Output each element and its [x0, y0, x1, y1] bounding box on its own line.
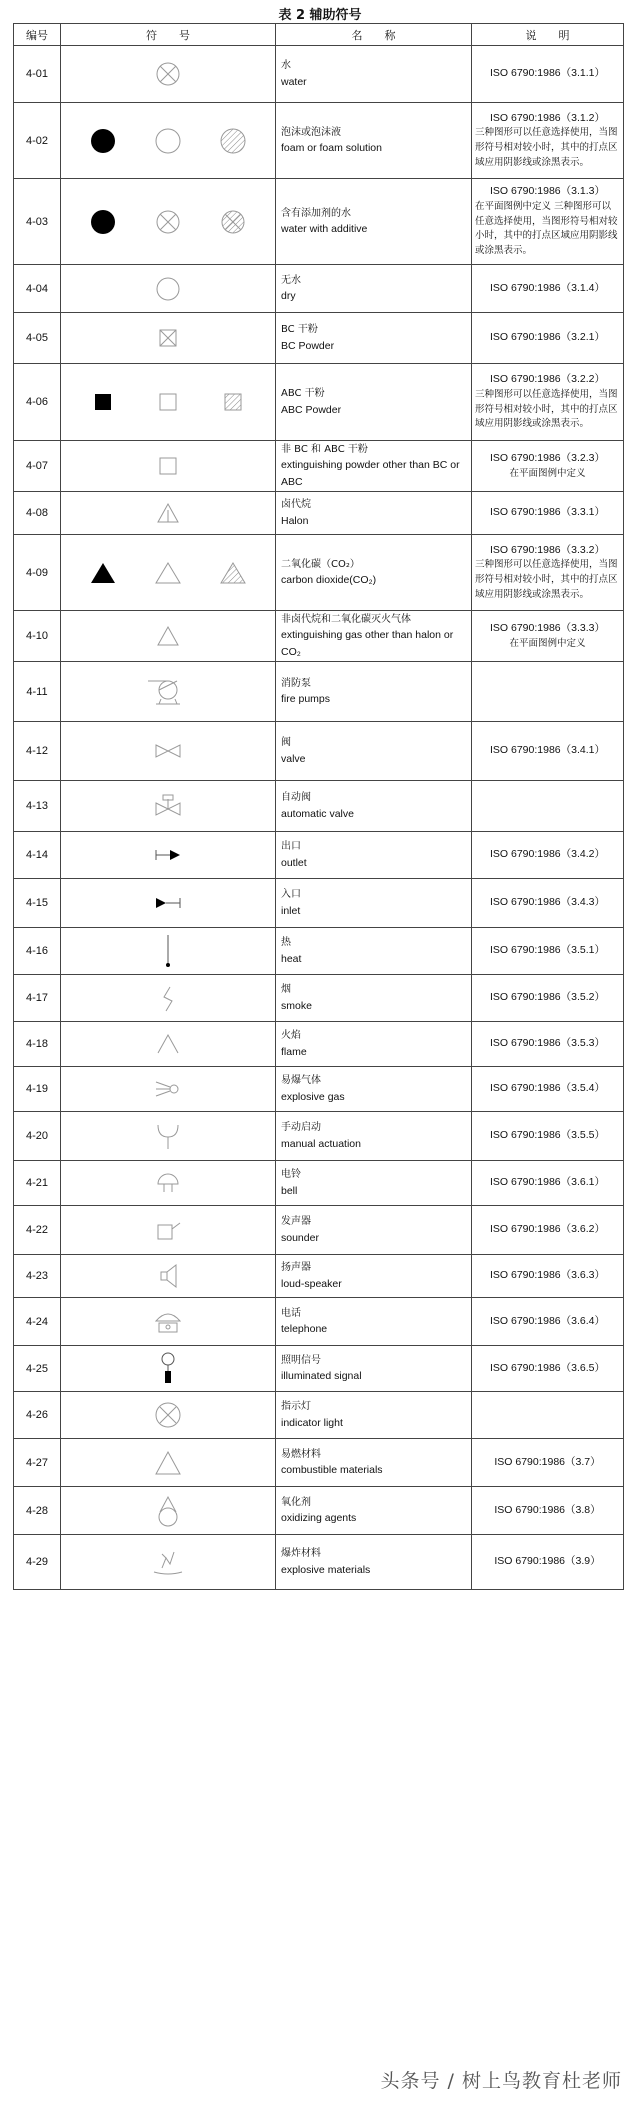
- name-english: inlet: [281, 904, 301, 917]
- iso-reference: ISO 6790:1986（3.6.2）: [490, 1223, 605, 1236]
- table-row: [14, 1161, 624, 1206]
- name-english: dry: [281, 290, 296, 303]
- name-chinese: 易燃材料: [281, 1448, 321, 1460]
- name-chinese: 卤代烷: [281, 499, 311, 511]
- name-chinese: 阀: [281, 737, 291, 749]
- iso-reference: ISO 6790:1986（3.6.4）: [490, 1314, 605, 1327]
- name-english: smoke: [281, 999, 312, 1012]
- symbol-code: 4-05: [14, 313, 61, 364]
- name-english: heat: [281, 952, 302, 965]
- indicator-light-symbol-icon: [148, 1399, 188, 1431]
- symbol-code: 4-21: [14, 1161, 61, 1206]
- name-english: automatic valve: [281, 807, 354, 820]
- symbol-code: 4-11: [14, 662, 61, 722]
- table-row: [14, 1392, 624, 1439]
- name-cell: [276, 46, 472, 103]
- iso-reference: ISO 6790:1986（3.8）: [494, 1503, 601, 1516]
- table-row: [14, 179, 624, 265]
- name-english: extinguishing gas other than halon or CO₂: [281, 629, 454, 658]
- name-cell: [276, 492, 472, 535]
- symbol-cell: [61, 781, 276, 832]
- symbol-code: 4-08: [14, 492, 61, 535]
- description-cell: [472, 722, 624, 781]
- name-chinese: 扬声器: [281, 1262, 311, 1274]
- iso-reference: ISO 6790:1986（3.1.2）: [490, 111, 605, 124]
- description-cell: [472, 781, 624, 832]
- name-cell: [276, 1535, 472, 1590]
- description-cell: [472, 441, 624, 492]
- symbol-code: 4-14: [14, 832, 61, 879]
- name-cell: [276, 781, 472, 832]
- auxiliary-symbols-table: [13, 23, 624, 1590]
- co2-symbol-icon: [83, 558, 253, 588]
- symbol-code: 4-13: [14, 781, 61, 832]
- table-title: 表 2 辅助符号: [278, 8, 362, 23]
- description-cell: [472, 1022, 624, 1067]
- name-cell: [276, 535, 472, 611]
- automatic-valve-symbol-icon: [148, 791, 188, 821]
- description-cell: [472, 1346, 624, 1392]
- name-chinese: 泡沫或泡沫液: [281, 126, 341, 138]
- loudspeaker-symbol-icon: [148, 1261, 188, 1291]
- iso-reference: ISO 6790:1986（3.1.4）: [490, 281, 605, 294]
- table-row: [14, 1112, 624, 1161]
- description-cell: [472, 1535, 624, 1590]
- description-cell: [472, 928, 624, 975]
- table-row: [14, 879, 624, 928]
- header-symbol: 符 号: [61, 24, 276, 46]
- symbol-cell: [61, 975, 276, 1022]
- name-english: indicator light: [281, 1416, 343, 1429]
- description-cell: [472, 1392, 624, 1439]
- name-chinese: 入口: [281, 889, 301, 901]
- name-cell: [276, 364, 472, 441]
- sounder-symbol-icon: [148, 1215, 188, 1245]
- symbol-code: 4-19: [14, 1067, 61, 1112]
- description-cell: [472, 313, 624, 364]
- table-row: [14, 1022, 624, 1067]
- name-english: water: [281, 75, 307, 88]
- description-cell: [472, 46, 624, 103]
- description-cell: [472, 1255, 624, 1298]
- symbol-code: 4-09: [14, 535, 61, 611]
- name-chinese: 发声器: [281, 1216, 311, 1228]
- symbol-code: 4-25: [14, 1346, 61, 1392]
- description-note: 在平面图例中定义: [509, 637, 586, 649]
- name-english: water with additive: [281, 223, 368, 236]
- name-chinese: 指示灯: [281, 1401, 311, 1413]
- iso-reference: ISO 6790:1986（3.3.1）: [490, 506, 605, 519]
- name-english: ABC Powder: [281, 403, 342, 416]
- iso-reference: ISO 6790:1986（3.5.5）: [490, 1129, 605, 1142]
- symbol-cell: [61, 832, 276, 879]
- valve-symbol-icon: [148, 736, 188, 766]
- iso-reference: ISO 6790:1986（3.4.1）: [490, 744, 605, 757]
- manual-actuation-symbol-icon: [148, 1121, 188, 1151]
- fire-pump-symbol-icon: [143, 675, 193, 709]
- symbol-cell: [61, 492, 276, 535]
- symbol-cell: [61, 1161, 276, 1206]
- symbol-code: 4-22: [14, 1206, 61, 1255]
- iso-reference: ISO 6790:1986（3.5.3）: [490, 1037, 605, 1050]
- name-cell: [276, 975, 472, 1022]
- table-row: [14, 492, 624, 535]
- name-english: telephone: [281, 1323, 328, 1336]
- symbol-code: 4-24: [14, 1298, 61, 1346]
- name-chinese: 电铃: [281, 1169, 301, 1181]
- symbol-cell: [61, 1022, 276, 1067]
- symbol-code: 4-23: [14, 1255, 61, 1298]
- description-cell: [472, 1298, 624, 1346]
- dry-symbol-icon: [148, 274, 188, 304]
- symbol-cell: [61, 46, 276, 103]
- symbol-cell: [61, 313, 276, 364]
- name-english: outlet: [281, 856, 307, 869]
- name-chinese: 易爆气体: [281, 1075, 321, 1087]
- name-chinese: 二氧化碳（CO₂）: [281, 558, 360, 570]
- name-english: bell: [281, 1184, 298, 1197]
- name-english: flame: [281, 1045, 307, 1058]
- name-english: manual actuation: [281, 1137, 361, 1150]
- name-cell: [276, 265, 472, 313]
- oxidizing-agents-symbol-icon: [148, 1494, 188, 1528]
- name-cell: [276, 1206, 472, 1255]
- description-cell: [472, 179, 624, 265]
- symbol-cell: [61, 535, 276, 611]
- symbol-cell: [61, 1535, 276, 1590]
- symbol-cell: [61, 265, 276, 313]
- symbol-cell: [61, 1439, 276, 1487]
- abc-powder-symbol-icon: [83, 387, 253, 417]
- description-note: 在平面图例中定义 三种图形可以任意选择使用，当图形符号相对较小时，其中的打点区域应用阴影线或涂黑表示。: [475, 200, 618, 257]
- name-english: sounder: [281, 1231, 319, 1244]
- symbol-code: 4-29: [14, 1535, 61, 1590]
- name-chinese: 火焰: [281, 1030, 301, 1042]
- iso-reference: ISO 6790:1986（3.4.3）: [490, 896, 605, 909]
- description-cell: [472, 1487, 624, 1535]
- header-name: 名 称: [276, 24, 472, 46]
- description-note: 三种图形可以任意选择使用，当图形符号相对较小时，其中的打点区域应用阴影线或涂黑表示。: [475, 127, 618, 168]
- outlet-symbol-icon: [148, 840, 188, 870]
- name-chinese: 水: [281, 60, 291, 72]
- symbol-code: 4-16: [14, 928, 61, 975]
- name-cell: [276, 1346, 472, 1392]
- name-english: extinguishing powder other than BC or ABC: [281, 459, 460, 488]
- name-cell: [276, 832, 472, 879]
- name-cell: [276, 1392, 472, 1439]
- name-chinese: BC 干粉: [281, 324, 318, 336]
- name-cell: [276, 928, 472, 975]
- symbol-cell: [61, 1487, 276, 1535]
- description-cell: [472, 879, 624, 928]
- smoke-symbol-icon: [148, 983, 188, 1013]
- name-english: fire pumps: [281, 693, 331, 706]
- name-chinese: 爆炸材料: [281, 1548, 321, 1560]
- table-row: [14, 611, 624, 662]
- combustible-materials-symbol-icon: [148, 1448, 188, 1478]
- name-chinese: 非 BC 和 ABC 干粉: [281, 443, 368, 455]
- description-cell: [472, 662, 624, 722]
- symbol-cell: [61, 611, 276, 662]
- symbol-code: 4-17: [14, 975, 61, 1022]
- iso-reference: ISO 6790:1986（3.6.1）: [490, 1176, 605, 1189]
- name-english: valve: [281, 752, 306, 765]
- name-chinese: 手动启动: [281, 1122, 321, 1134]
- description-note: 三种图形可以任意选择使用，当图形符号相对较小时，其中的打点区域应用阴影线或涂黑表示。: [475, 388, 618, 430]
- symbol-code: 4-06: [14, 364, 61, 441]
- water-symbol-icon: [148, 59, 188, 89]
- name-english: loud-speaker: [281, 1277, 342, 1290]
- iso-reference: ISO 6790:1986（3.5.2）: [490, 991, 605, 1004]
- name-cell: [276, 313, 472, 364]
- description-cell: [472, 1439, 624, 1487]
- description-cell: [472, 1067, 624, 1112]
- header-desc: 说 明: [472, 24, 624, 46]
- symbol-cell: [61, 1346, 276, 1392]
- table-row: [14, 535, 624, 611]
- name-english: foam or foam solution: [281, 142, 382, 155]
- name-cell: [276, 611, 472, 662]
- iso-reference: ISO 6790:1986（3.1.3）: [490, 185, 605, 198]
- symbol-cell: [61, 1112, 276, 1161]
- other-gas-symbol-icon: [148, 621, 188, 651]
- name-cell: [276, 879, 472, 928]
- description-cell: [472, 1206, 624, 1255]
- table-row: [14, 975, 624, 1022]
- name-chinese: 无水: [281, 274, 301, 286]
- table-row: [14, 1067, 624, 1112]
- iso-reference: ISO 6790:1986（3.5.4）: [490, 1082, 605, 1095]
- heat-symbol-icon: [148, 933, 188, 969]
- description-cell: [472, 975, 624, 1022]
- name-cell: [276, 1112, 472, 1161]
- symbol-cell: [61, 364, 276, 441]
- description-cell: [472, 611, 624, 662]
- symbol-cell: [61, 928, 276, 975]
- description-cell: [472, 535, 624, 611]
- symbol-code: 4-15: [14, 879, 61, 928]
- name-cell: [276, 1439, 472, 1487]
- name-chinese: 出口: [281, 841, 301, 853]
- table-row: [14, 441, 624, 492]
- table-row: [14, 1298, 624, 1346]
- table-row: [14, 265, 624, 313]
- table-row: [14, 722, 624, 781]
- symbol-cell: [61, 1392, 276, 1439]
- telephone-symbol-icon: [148, 1307, 188, 1337]
- name-chinese: 氧化剂: [281, 1496, 311, 1508]
- description-note: 三种图形可以任意选择使用，当图形符号相对较小时，其中的打点区域应用阴影线或涂黑表示。: [475, 559, 618, 600]
- name-chinese: 自动阀: [281, 792, 311, 804]
- name-cell: [276, 1022, 472, 1067]
- iso-reference: ISO 6790:1986（3.2.2）: [490, 373, 605, 386]
- iso-reference: ISO 6790:1986（3.5.1）: [490, 944, 605, 957]
- name-english: combustible materials: [281, 1464, 383, 1477]
- name-english: explosive materials: [281, 1563, 371, 1576]
- table-row: [14, 662, 624, 722]
- name-chinese: 烟: [281, 984, 291, 996]
- name-cell: [276, 103, 472, 179]
- name-chinese: 照明信号: [281, 1354, 321, 1366]
- description-note: 在平面图例中定义: [509, 467, 586, 479]
- symbol-code: 4-27: [14, 1439, 61, 1487]
- iso-reference: ISO 6790:1986（3.3.3）: [490, 621, 605, 634]
- explosive-gas-symbol-icon: [148, 1074, 188, 1104]
- description-cell: [472, 492, 624, 535]
- illuminated-signal-symbol-icon: [148, 1351, 188, 1387]
- name-chinese: 含有添加剂的水: [281, 207, 351, 219]
- symbol-code: 4-03: [14, 179, 61, 265]
- name-chinese: ABC 干粉: [281, 388, 325, 400]
- symbol-code: 4-26: [14, 1392, 61, 1439]
- water-additive-symbol-icon: [83, 207, 253, 237]
- flame-symbol-icon: [148, 1029, 188, 1059]
- table-row: [14, 928, 624, 975]
- table-row: [14, 1439, 624, 1487]
- inlet-symbol-icon: [148, 888, 188, 918]
- symbol-cell: [61, 1206, 276, 1255]
- table-row: [14, 313, 624, 364]
- name-cell: [276, 1255, 472, 1298]
- description-cell: [472, 1112, 624, 1161]
- table-row: [14, 103, 624, 179]
- name-cell: [276, 722, 472, 781]
- name-cell: [276, 441, 472, 492]
- name-chinese: 热: [281, 937, 291, 949]
- name-cell: [276, 179, 472, 265]
- explosive-materials-symbol-icon: [148, 1546, 188, 1578]
- name-cell: [276, 1161, 472, 1206]
- iso-reference: ISO 6790:1986（3.1.1）: [490, 67, 605, 80]
- symbol-code: 4-02: [14, 103, 61, 179]
- symbol-code: 4-07: [14, 441, 61, 492]
- table-header-row: [14, 24, 624, 46]
- iso-reference: ISO 6790:1986（3.2.1）: [490, 331, 605, 344]
- name-english: Halon: [281, 514, 309, 527]
- symbol-cell: [61, 879, 276, 928]
- table-row: [14, 1487, 624, 1535]
- table-row: [14, 46, 624, 103]
- symbol-cell: [61, 1067, 276, 1112]
- watermark: 头条号 / 树上鸟教育杜老师: [380, 2070, 622, 2092]
- table-row: [14, 781, 624, 832]
- symbol-cell: [61, 722, 276, 781]
- table-row: [14, 1535, 624, 1590]
- name-chinese: 电话: [281, 1307, 301, 1319]
- name-english: BC Powder: [281, 339, 335, 352]
- symbol-cell: [61, 1298, 276, 1346]
- description-cell: [472, 364, 624, 441]
- bc-powder-symbol-icon: [148, 323, 188, 353]
- table-row: [14, 1346, 624, 1392]
- iso-reference: ISO 6790:1986（3.7）: [494, 1455, 601, 1468]
- description-cell: [472, 832, 624, 879]
- iso-reference: ISO 6790:1986（3.4.2）: [490, 848, 605, 861]
- symbol-code: 4-12: [14, 722, 61, 781]
- name-cell: [276, 1487, 472, 1535]
- other-powder-symbol-icon: [148, 451, 188, 481]
- table-row: [14, 1255, 624, 1298]
- symbol-code: 4-04: [14, 265, 61, 313]
- symbol-cell: [61, 103, 276, 179]
- table-row: [14, 364, 624, 441]
- symbol-cell: [61, 441, 276, 492]
- iso-reference: ISO 6790:1986（3.9）: [494, 1555, 601, 1568]
- name-cell: [276, 1298, 472, 1346]
- symbol-code: 4-28: [14, 1487, 61, 1535]
- iso-reference: ISO 6790:1986（3.3.2）: [490, 543, 605, 556]
- description-cell: [472, 265, 624, 313]
- iso-reference: ISO 6790:1986（3.6.3）: [490, 1269, 605, 1282]
- iso-reference: ISO 6790:1986（3.6.5）: [490, 1361, 605, 1374]
- header-code: 编号: [14, 24, 61, 46]
- symbol-cell: [61, 1255, 276, 1298]
- table-row: [14, 832, 624, 879]
- symbol-cell: [61, 179, 276, 265]
- bell-symbol-icon: [148, 1168, 188, 1198]
- name-english: explosive gas: [281, 1090, 345, 1103]
- symbol-code: 4-10: [14, 611, 61, 662]
- table-row: [14, 1206, 624, 1255]
- halon-symbol-icon: [148, 498, 188, 528]
- symbol-code: 4-01: [14, 46, 61, 103]
- name-english: illuminated signal: [281, 1370, 362, 1383]
- symbol-code: 4-18: [14, 1022, 61, 1067]
- description-cell: [472, 103, 624, 179]
- name-cell: [276, 662, 472, 722]
- symbol-cell: [61, 662, 276, 722]
- name-chinese: 消防泵: [281, 677, 311, 689]
- foam-symbol-icon: [83, 126, 253, 156]
- name-english: oxidizing agents: [281, 1512, 357, 1525]
- description-cell: [472, 1161, 624, 1206]
- name-chinese: 非卤代烷和二氧化碳灭火气体: [281, 613, 411, 625]
- name-english: carbon dioxide(CO₂): [281, 574, 377, 587]
- symbol-code: 4-20: [14, 1112, 61, 1161]
- name-cell: [276, 1067, 472, 1112]
- iso-reference: ISO 6790:1986（3.2.3）: [490, 451, 605, 464]
